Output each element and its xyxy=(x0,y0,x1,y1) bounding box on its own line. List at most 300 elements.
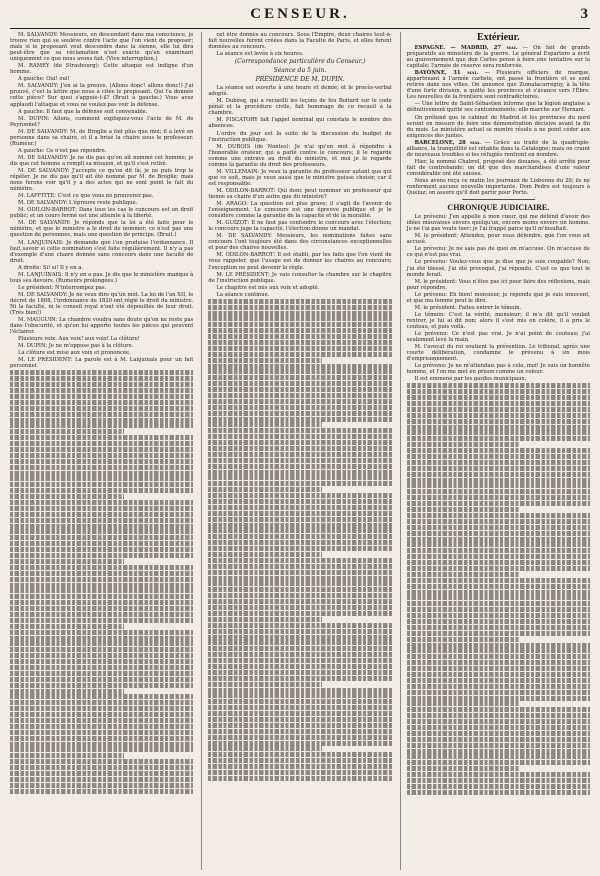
text-line xyxy=(10,759,193,764)
text-line xyxy=(208,623,391,628)
paragraph-text: — Grâce au traité de la quadruple-alliance, la tranquillité est rétablie dans la Catalogne; mais on craint de nouveaux troubles si les réfugiés rentrent en nombre. xyxy=(406,139,590,158)
paragraph: M. DE SALVANDY: M. de Broglie a fait plus que moi; il a levé en personne dans sa chaire, et il a brisé la chaire sous le professeur. (Rumeur.) xyxy=(10,128,194,147)
text-line xyxy=(208,593,391,598)
text-line xyxy=(10,453,193,458)
paragraph: M. DE SALVANDY: Je réponds que la loi a été faite pour le ministre, et que le ministre a le droit de nommer; ce n'est pas une question de personnes, mais une question de principe. (Bruit.) xyxy=(10,220,194,239)
text-line xyxy=(407,383,590,388)
text-line xyxy=(407,684,590,689)
text-line xyxy=(407,784,590,789)
text-line xyxy=(10,724,193,729)
text-line xyxy=(407,760,590,765)
text-line xyxy=(407,643,590,648)
text-line xyxy=(208,452,391,457)
text-line xyxy=(10,583,193,588)
column-1 xyxy=(10,32,193,870)
text-line xyxy=(407,472,590,477)
text-line xyxy=(208,576,391,581)
text-line xyxy=(10,671,193,676)
text-line xyxy=(407,407,590,412)
text-line xyxy=(407,584,590,589)
text-line xyxy=(10,736,193,741)
text-line xyxy=(208,375,391,380)
text-line xyxy=(407,601,590,606)
columns xyxy=(10,32,590,870)
paragraph: M. le président: Vous n'êtes pas ici pour faire des réflexions, mais pour répondre. xyxy=(406,278,590,291)
text-line xyxy=(208,646,391,651)
text-line xyxy=(10,706,193,711)
text-line xyxy=(407,554,590,559)
text-line xyxy=(10,471,193,476)
paragraph xyxy=(407,70,590,100)
text-line xyxy=(407,419,590,424)
text-line xyxy=(208,417,391,422)
paragraph: M. le président: Attendez, pour vous défendre, que l'on vous ait accusé. xyxy=(406,233,590,246)
column-2-body-text xyxy=(208,299,391,781)
text-line xyxy=(10,418,193,423)
text-line xyxy=(208,723,391,728)
text-line xyxy=(10,689,124,694)
paragraph: Le prévenu: J'en appelle à mon cœur, qui me défend d'avoir des idées mauvaises envers quelqu'un, encore moins envers un homme. Je ne l'ai pas voulu tuer; je l'ai frappé parce qu'il m'insultait. xyxy=(406,214,590,233)
text-line xyxy=(208,705,391,710)
text-line xyxy=(208,411,391,416)
text-line xyxy=(10,423,193,428)
paragraph: M. DUPIN: Allons, comment expliquez-vous l'acte de M. de Peyronnet? xyxy=(10,115,194,128)
text-line xyxy=(10,594,193,599)
text-line xyxy=(208,505,391,510)
text-line xyxy=(407,766,521,771)
paragraph: M. DE SALVANDY: Messieurs, les nominations faites sans concours l'ont toujours été dans des circonstances exceptionnelles et pour des chaires nouvelles. xyxy=(208,233,392,252)
text-line xyxy=(407,466,590,471)
text-line xyxy=(208,735,391,740)
text-line xyxy=(10,435,193,440)
text-line xyxy=(208,693,391,698)
text-line xyxy=(10,612,193,617)
text-line xyxy=(208,770,391,775)
text-line xyxy=(208,682,322,687)
text-line xyxy=(208,752,391,757)
text-line xyxy=(407,501,590,506)
paragraph: Il est emmené par les gardes municipaux. xyxy=(414,376,527,383)
text-line xyxy=(10,571,193,576)
text-line xyxy=(10,606,193,611)
text-line xyxy=(208,711,391,716)
paragraph: Hier, le nommé Chabrol, proposé des douanes, a été arrêté pour fait de contrebande; on dit que des marchandises d'une valeur considérable ont été saisies. xyxy=(406,158,590,177)
paragraph: Nous avons reçu ce matin les journaux de Lisbonne du 20; ils ne renferment aucune nouvelle importante. Dom Pedro est toujours à Queluz; on assure qu'il doit partir pour Porto. xyxy=(406,177,590,197)
text-line xyxy=(208,458,391,463)
text-line xyxy=(10,600,193,605)
text-line xyxy=(208,617,322,622)
text-line xyxy=(208,405,391,410)
paragraph: Le prévenu: Eh bien! monsieur, je réponds que je suis innocent, et que ma femme peut le dire. xyxy=(406,291,590,304)
text-line xyxy=(10,783,193,788)
text-line xyxy=(208,558,391,563)
presidency-line: PRÉSIDENCE DE M. DUPIN. xyxy=(255,76,345,84)
paragraph-text: — On fait de grands préparatifs au ministère de la guerre. Le général Espartero a écrit au gouvernement que don Carlos pense à faire une tentative sur la capitale; l'armée de réserve sera renforcée. xyxy=(406,45,590,70)
text-line xyxy=(407,690,590,695)
masthead-title: CENSEUR. xyxy=(250,6,350,22)
text-line xyxy=(208,652,391,657)
text-line xyxy=(407,507,521,512)
text-line xyxy=(208,717,391,722)
text-line xyxy=(10,370,193,375)
paragraph: M. LE PRÉSIDENT: Je vais consulter la chambre sur le chapitre de l'instruction publique. xyxy=(208,271,392,284)
text-line xyxy=(10,441,193,446)
text-line xyxy=(10,765,193,770)
text-line xyxy=(208,475,391,480)
paragraph: M. LANJUINAIS: Il n'y en a pas. Je dis que le ministère manque à tous ses devoirs. (Rumeurs prolongées.) xyxy=(10,271,194,284)
paragraph xyxy=(407,140,590,158)
text-line xyxy=(407,737,590,742)
dateline: BARCELONE, 28 mai. xyxy=(414,139,481,146)
text-line xyxy=(10,565,193,570)
text-line xyxy=(407,678,590,683)
text-line xyxy=(208,564,391,569)
text-line xyxy=(208,493,391,498)
text-line xyxy=(10,400,193,405)
text-line xyxy=(407,725,590,730)
correspondence-heading: (Correspondance particulière du Censeur.) xyxy=(234,58,366,66)
text-line xyxy=(208,741,391,746)
text-line xyxy=(10,577,193,582)
text-line xyxy=(10,482,193,487)
text-line xyxy=(407,595,590,600)
text-line xyxy=(208,658,391,663)
text-line xyxy=(10,512,193,517)
text-line xyxy=(208,428,391,433)
text-line xyxy=(10,553,193,558)
paragraph: M. l'avocat du roi soutient la prévention. Le tribunal, après une courte délibération, condamne le prévenu à six mois d'emprisonnement. xyxy=(406,344,590,363)
text-line xyxy=(407,772,590,777)
text-line xyxy=(10,394,193,399)
text-line xyxy=(407,542,590,547)
paragraph: M. MAUGUIN: La chambre voudra sans doute qu'on ne reste pas dans l'obscurité, et qu'on lui apporte toutes les pièces qui peuvent l'éclairer. xyxy=(10,317,194,336)
text-line xyxy=(10,518,193,523)
text-line xyxy=(407,578,590,583)
column-1-body-text xyxy=(10,370,193,793)
text-line xyxy=(208,699,391,704)
paragraph: M. DE SALVANDY: Je ne dis pas qu'on ait nommé cet homme; je dis que cet homme a rempli sa mission, et qu'il s'est retiré. xyxy=(10,154,194,167)
text-line xyxy=(208,517,391,522)
text-line xyxy=(407,413,590,418)
text-line xyxy=(10,647,193,652)
text-line xyxy=(208,322,391,327)
paragraph: cet être donnés au concours. Sous l'Empire, deux chaires tout-à-fait nouvelles furent créées dans la Faculté de Paris, et elles furent données au concours. xyxy=(208,32,392,51)
paragraph: M. VILLEMAIN: Je veux la garantie du professeur autant que qui que ce soit, mais je veux aussi que le ministre puisse choisir, car il est responsable. xyxy=(208,168,392,187)
text-line xyxy=(208,676,391,681)
text-line xyxy=(407,478,590,483)
paragraph: M. LE PRÉSIDENT: La parole est à M. Lanjuinais pour un fait personnel. xyxy=(10,357,194,370)
text-line xyxy=(208,346,391,351)
text-line xyxy=(208,664,391,669)
text-line xyxy=(407,495,590,500)
text-line xyxy=(407,672,590,677)
paragraph: Le prévenu: Je ne m'attendais pas à cela, moi! Je suis un honnête homme, et l'on me met en prison comme un voleur. xyxy=(406,363,590,376)
text-line xyxy=(10,677,193,682)
paragraph: M. le président: Faites entrer le témoin. xyxy=(414,304,522,311)
text-line xyxy=(10,665,193,670)
paragraph: M. Dubosq, qui a recueilli les leçons de feu Boitard sur le code pénal et la procédure civile, fait hommage de ce recueil à la chambre. xyxy=(208,98,392,117)
text-line xyxy=(10,641,193,646)
text-line xyxy=(208,434,391,439)
column-3 xyxy=(400,32,590,870)
section-title-exterieur: Extérieur. xyxy=(476,32,520,43)
text-line xyxy=(10,624,124,629)
paragraph: M. DE SALVANDY: Je ne veux dire qu'un mot. La loi de l'an XII, le décret de 1808, l'ordonnance de 1820 ont réglé le droit du ministre. Ni la faculté, ni le conseil royal n'ont été dépouillés de leur droit. (Très bien!) xyxy=(10,291,194,317)
text-line xyxy=(10,636,193,641)
paragraph xyxy=(407,45,590,69)
paragraph: M. LAFFITTE: C'est ce que vous ne prouverez pas. xyxy=(18,193,154,200)
paragraph: A gauche: Oui! oui! xyxy=(18,76,70,83)
text-line xyxy=(10,500,193,505)
paragraph: La séance continue. xyxy=(216,291,270,298)
text-line xyxy=(407,531,590,536)
text-line xyxy=(10,618,193,623)
text-line xyxy=(10,465,193,470)
section-title-chronique: CHRONIQUE JUDICIAIRE. xyxy=(447,203,550,213)
text-line xyxy=(208,570,391,575)
text-line xyxy=(407,607,590,612)
text-line xyxy=(208,422,322,427)
text-line xyxy=(407,666,590,671)
section-divider xyxy=(462,199,535,200)
text-line xyxy=(208,358,322,363)
text-line xyxy=(10,659,193,664)
text-line xyxy=(407,625,590,630)
text-line xyxy=(208,464,391,469)
text-line xyxy=(208,605,391,610)
text-line xyxy=(208,581,391,586)
text-line xyxy=(208,746,322,751)
text-line xyxy=(407,525,590,530)
text-line xyxy=(208,540,391,545)
text-line xyxy=(208,381,391,386)
text-line xyxy=(208,369,391,374)
text-line xyxy=(407,631,590,636)
text-line xyxy=(10,535,193,540)
text-line xyxy=(407,572,521,577)
text-line xyxy=(10,683,193,688)
text-line xyxy=(10,712,193,717)
text-line xyxy=(407,519,590,524)
text-line xyxy=(407,537,590,542)
text-line xyxy=(407,749,590,754)
text-line xyxy=(10,494,124,499)
paragraph: Le prévenu: Je ne sais pas de quoi on m'accuse. On m'accuse de ce qui n'est pas vrai. xyxy=(406,246,590,259)
text-line xyxy=(208,311,391,316)
text-line xyxy=(407,648,590,653)
paragraph: Le prévenu: Voulez-vous que je dise que je suis coupable? Non; j'ai été blessé, j'ai été provoqué, j'ai répondu. C'est ce que tout le monde ferait. xyxy=(406,259,590,278)
text-line xyxy=(407,489,590,494)
text-line xyxy=(10,376,193,381)
text-line xyxy=(10,559,124,564)
session-date: Séance du 5 juin. xyxy=(273,67,327,75)
text-line xyxy=(407,483,590,488)
text-line xyxy=(407,790,590,795)
paragraph: M. SALVANDY: Messieurs, en descendant dans ma conscience, je trouve rien qui se soulève contre l'acte que l'on vient de proposer; mais si le proposant veut descendre dans la sienne, elle lui dira peut-être que sa réclamation n'est exacte qu'en examinant uniquement ce que nous avons fait. (Vive interruption.) xyxy=(10,32,194,63)
paragraph: M. GUIZOT: Il ne faut pas confondre le concours avec l'élection; le concours juge la capacité, l'élection donne un mandat. xyxy=(208,220,392,233)
paragraph: Le témoin: C'est la vérité, monsieur; il m'a dit qu'il voulait rentrer, je lui ai dit non; alors il s'est mis en colère, il a pris le couteau, et puis voilà. xyxy=(406,311,590,330)
text-line xyxy=(407,430,590,435)
paragraph: M. ODILON-BARROT: Dans tous les cas le concours est un droit public; et un cours fermé est une atteinte à la liberté. xyxy=(10,207,194,220)
text-line xyxy=(208,446,391,451)
text-line xyxy=(10,718,193,723)
paragraph: La séance est levée à six heures. xyxy=(216,51,304,58)
text-line xyxy=(10,488,193,493)
paragraph: Le prévenu: Ce n'est pas vrai. Je n'ai point de couteau; j'ai seulement levé la main. xyxy=(406,330,590,344)
paragraph: Le président: N'interrompez pas. xyxy=(18,284,107,291)
text-line xyxy=(10,753,124,758)
text-line xyxy=(407,778,590,783)
text-line xyxy=(10,789,193,794)
paragraph: — Une lettre de Saint-Sébastien informe que la légion anglaise a définitivement quitté ses cantonnements; elle marche sur Hernani. xyxy=(406,101,590,114)
text-line xyxy=(10,406,193,411)
text-line xyxy=(208,440,391,445)
text-line xyxy=(208,316,391,321)
text-line xyxy=(208,387,391,392)
text-line xyxy=(407,460,590,465)
text-line xyxy=(407,566,590,571)
text-line xyxy=(10,506,193,511)
text-line xyxy=(10,541,193,546)
text-line xyxy=(10,771,193,776)
text-line xyxy=(208,764,391,769)
text-line xyxy=(10,588,193,593)
paragraph: La séance est ouverte à une heure et demie, et le procès-verbal adopté. xyxy=(208,85,392,98)
text-line xyxy=(10,459,193,464)
paragraph: A gauche: Ce n'est pas répondre. xyxy=(18,147,107,154)
text-line xyxy=(10,388,193,393)
text-line xyxy=(208,334,391,339)
text-line xyxy=(208,758,391,763)
text-line xyxy=(10,547,193,552)
paragraph: Le chapitre est mis aux voix et adopté. xyxy=(216,284,320,291)
text-line xyxy=(407,731,590,736)
text-line xyxy=(208,305,391,310)
text-line xyxy=(407,696,590,701)
text-line xyxy=(407,442,521,447)
paragraph: M. ODILON-BARROT: Il est établi, par les faits que l'on vient de vous rappeler, que l'usage est de donner les chaires au concours; l'exception ne peut devenir la règle. xyxy=(208,252,392,271)
text-line xyxy=(10,747,193,752)
text-line xyxy=(208,352,391,357)
text-line xyxy=(407,719,590,724)
text-line xyxy=(407,590,590,595)
text-line xyxy=(407,743,590,748)
paragraph: M. RAMEY (de Strasbourg): Cette attaque est indigne d'un homme. xyxy=(10,63,194,76)
text-line xyxy=(10,476,193,481)
paragraph: M. PISCATORY fait l'appel nominal qui constate le nombre des absences. xyxy=(208,117,392,130)
text-line xyxy=(407,395,590,400)
text-line xyxy=(10,777,193,782)
text-line xyxy=(10,429,124,434)
text-line xyxy=(407,448,590,453)
text-line xyxy=(208,552,322,557)
text-line xyxy=(10,700,193,705)
text-line xyxy=(407,560,590,565)
text-line xyxy=(208,393,391,398)
paragraph: M. DE SALVANDY: J'accepte ce qu'on dit là; je ne puis trop le répéter. Je ne dis pas qu'il ait été nommé par M. de Broglie; mais nous ferons voir qu'il y a des actes qui ne sont point le fait du ministre. xyxy=(10,167,194,193)
paragraph: M. DUPIN: Je ne m'oppose pas à la clôture. xyxy=(18,343,134,350)
column-3-body-text xyxy=(407,383,590,794)
text-line xyxy=(208,640,391,645)
text-line xyxy=(407,660,590,665)
text-line xyxy=(407,713,590,718)
paragraph: A gauche: Il faut que la défense soit convenable. xyxy=(18,108,148,115)
text-line xyxy=(208,481,391,486)
paragraph: Plusieurs voix: Aux voix! aux voix! La clôture! xyxy=(18,336,140,343)
text-line xyxy=(407,654,590,659)
text-line xyxy=(407,619,590,624)
text-line xyxy=(10,529,193,534)
text-line xyxy=(407,637,521,642)
page-header xyxy=(10,6,590,29)
text-line xyxy=(10,382,193,387)
paragraph: M. ARAGO: La question est plus grave; il s'agit de l'avenir de l'enseignement. Le concours est une épreuve publique et je le considère comme la garantie de la capacité et de la moralité. xyxy=(208,201,392,220)
text-line xyxy=(208,328,391,333)
paragraph: A droite: Si! si! Il y en a. xyxy=(18,264,84,271)
text-line xyxy=(208,534,391,539)
page-number: 3 xyxy=(580,6,588,22)
text-line xyxy=(208,499,391,504)
text-line xyxy=(208,299,391,304)
text-line xyxy=(407,513,590,518)
paragraph: M. LANJUINAIS: Je demande que l'on produise l'ordonnance. Il faut savoir si cette nomination s'est faite régulièrement. Il n'y a pas d'exemple d'une chaire donnée sans concours dans une faculté de droit. xyxy=(10,239,194,264)
text-line xyxy=(407,548,590,553)
text-line xyxy=(407,613,590,618)
paragraph: M. ODILON-BARROT: Qui donc peut nommer un professeur qui tienne sa chaire d'un autre que du ministre? xyxy=(208,187,392,200)
paragraph: On prétend que le cabinet de Madrid et les provinces du nord seront en mesure de faire une démonstration décisive avant la fin du mois. Le ministère actuel se montre résolu à ne point céder aux exigences des juntes. xyxy=(406,114,590,139)
text-line xyxy=(10,653,193,658)
text-line xyxy=(208,729,391,734)
text-line xyxy=(208,688,391,693)
dateline: ESPAGNE. — MADRID, 27 mai. xyxy=(414,45,518,51)
text-line xyxy=(208,629,391,634)
text-line xyxy=(407,436,590,441)
text-line xyxy=(208,487,322,492)
text-line xyxy=(208,776,391,781)
text-line xyxy=(407,454,590,459)
text-line xyxy=(10,694,193,699)
text-line xyxy=(407,701,521,706)
text-line xyxy=(208,599,391,604)
text-line xyxy=(10,742,193,747)
text-line xyxy=(10,412,193,417)
text-line xyxy=(208,546,391,551)
text-line xyxy=(407,707,590,712)
text-line xyxy=(208,587,391,592)
text-line xyxy=(208,340,391,345)
text-line xyxy=(407,389,590,394)
text-line xyxy=(208,635,391,640)
paragraph: La clôture est mise aux voix et prononcée. xyxy=(18,350,131,357)
column-2 xyxy=(201,32,391,870)
text-line xyxy=(10,524,193,529)
text-line xyxy=(208,528,391,533)
text-line xyxy=(208,611,391,616)
text-line xyxy=(208,511,391,516)
paragraph: M. DUBOIS (de Nantes): Je n'ai qu'un mot à répondre à l'honorable orateur, qui a parlé contre le concours; il le regarde comme une entrave au droit du ministre, et moi je le regarde comme la garantie du droit des professeurs. xyxy=(208,143,392,168)
text-line xyxy=(10,447,193,452)
paragraph: M. DE SALVANDY: L'épreuve reste publique. xyxy=(18,200,138,207)
text-line xyxy=(208,470,391,475)
text-line xyxy=(208,523,391,528)
text-line xyxy=(407,425,590,430)
dateline: BAYONNE, 31 mai. xyxy=(414,70,479,77)
text-line xyxy=(10,630,193,635)
text-line xyxy=(407,401,590,406)
text-line xyxy=(208,670,391,675)
paragraph: L'ordre du jour est la suite de la discussion du budget de l'instruction publique. xyxy=(208,130,392,143)
text-line xyxy=(407,754,590,759)
